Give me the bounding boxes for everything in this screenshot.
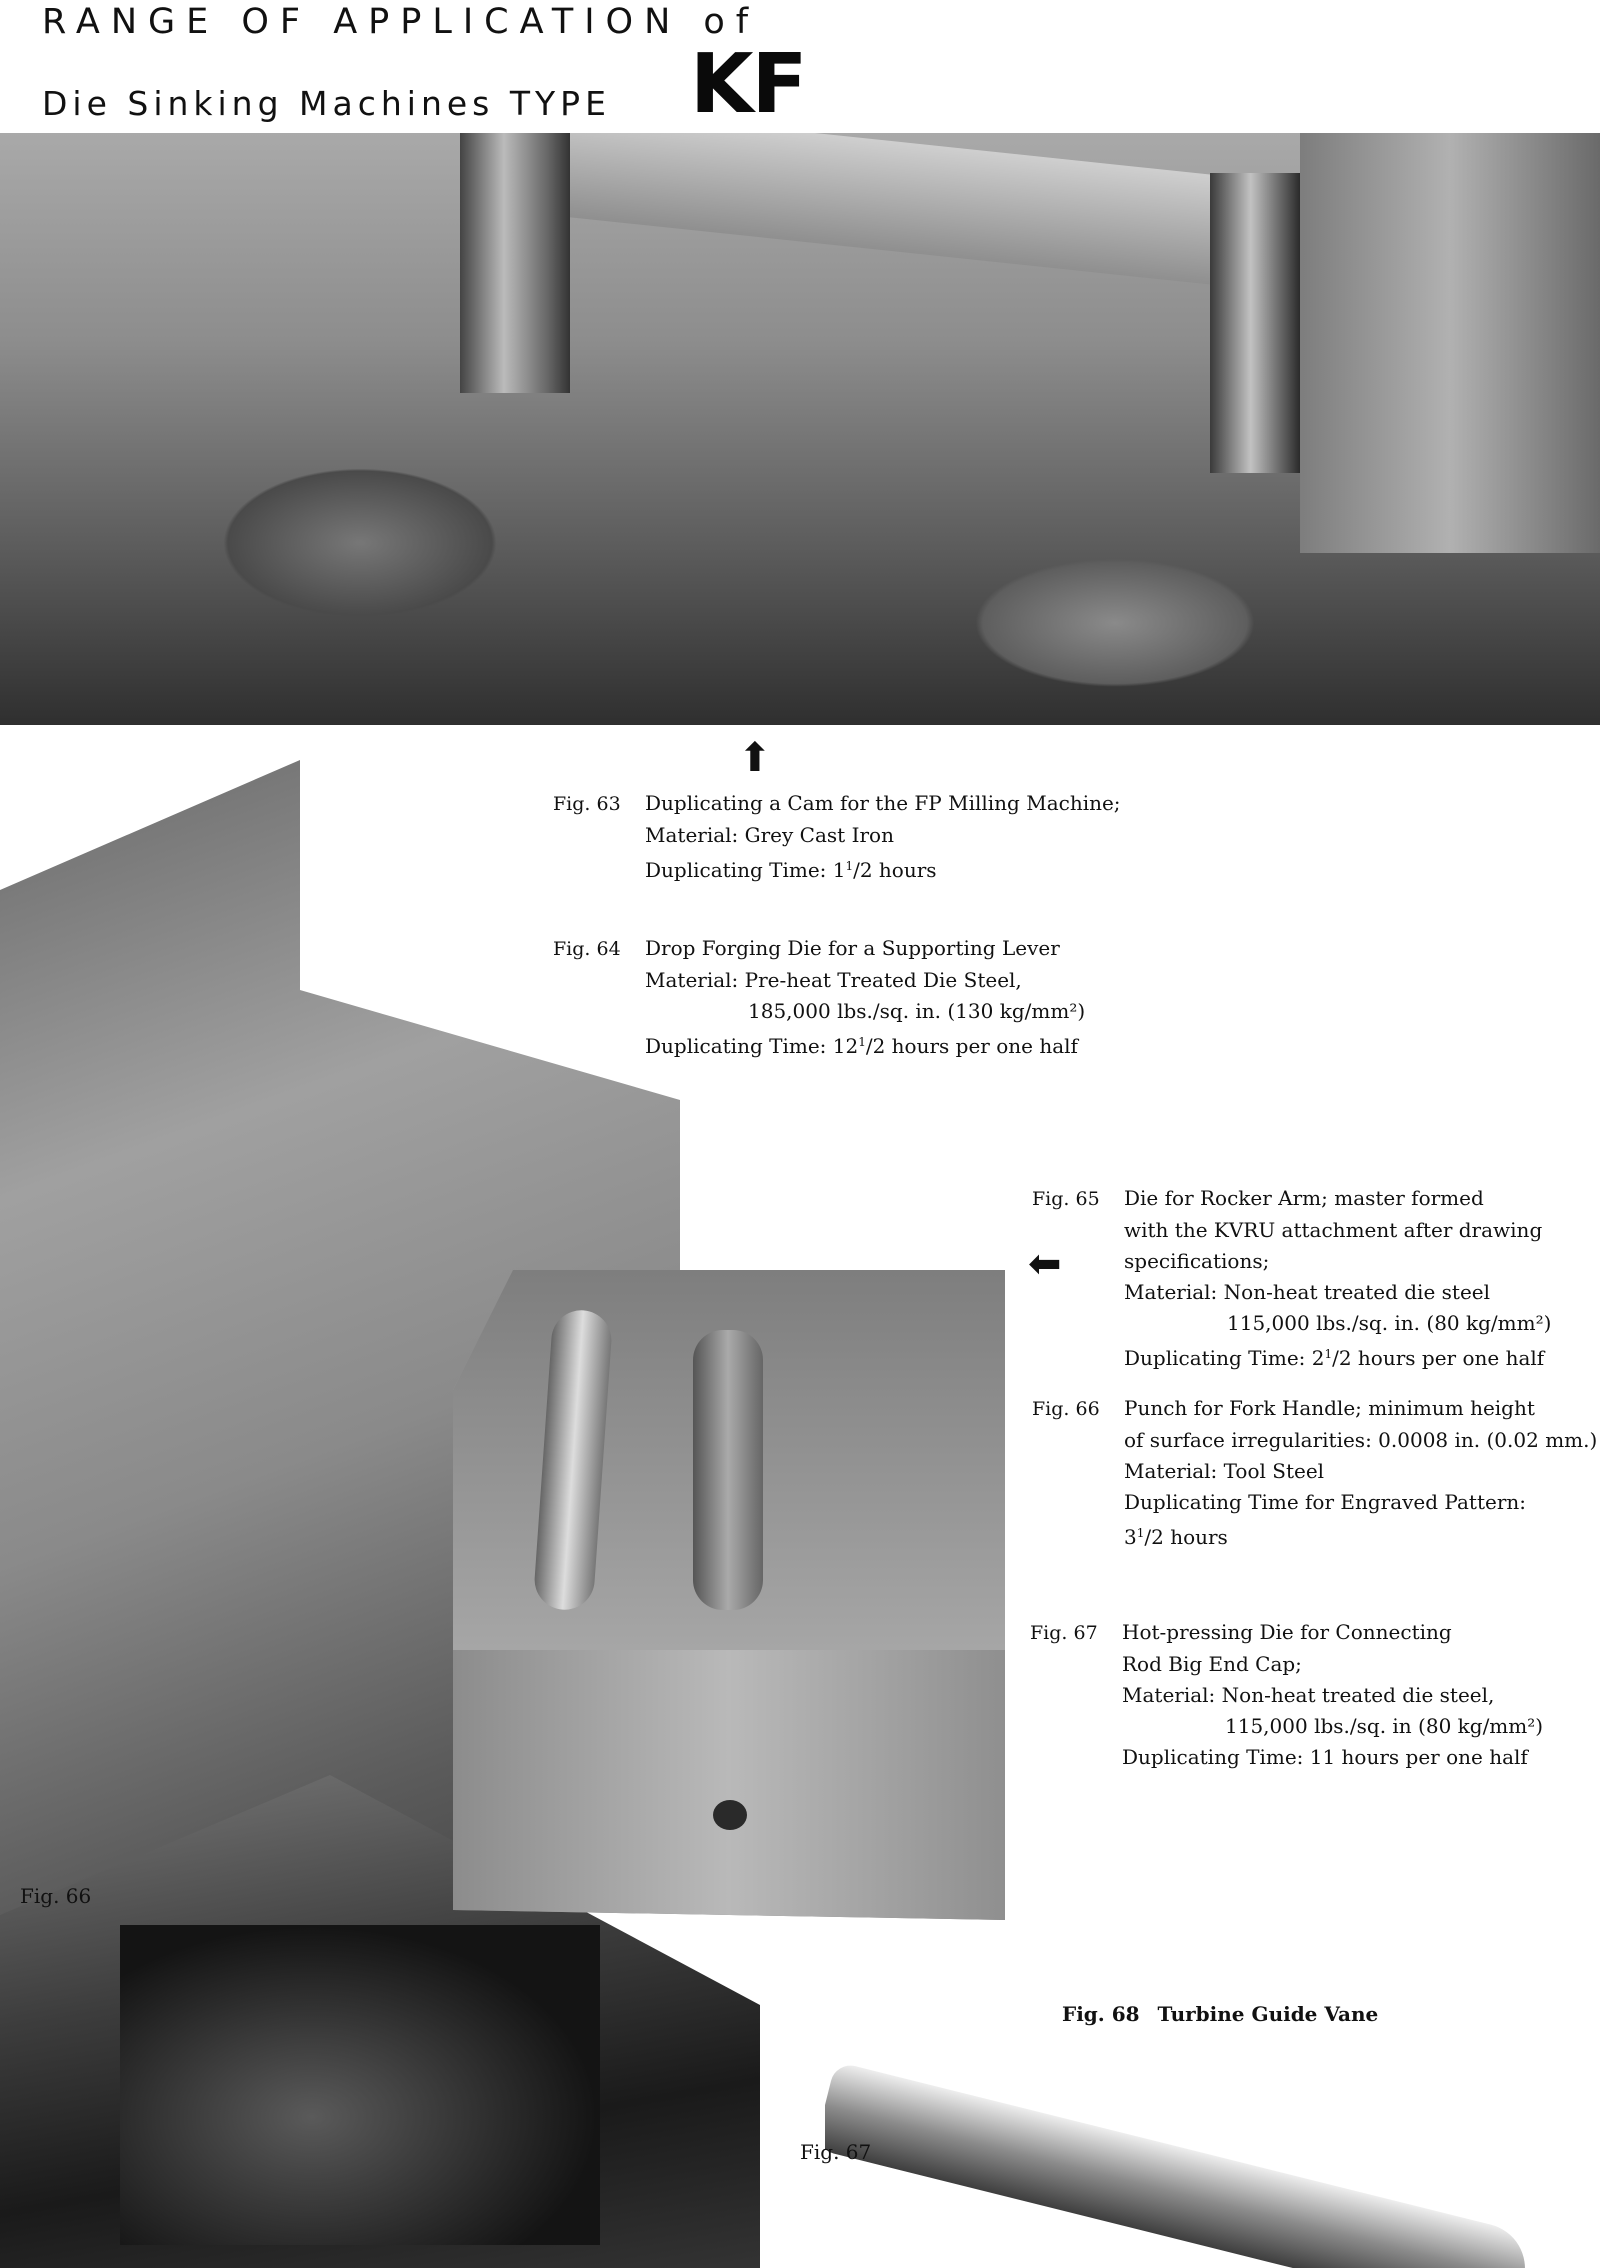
page-title-line2: Die Sinking Machines TYPE xyxy=(42,84,611,123)
figure-label: Fig. 65 xyxy=(1032,1188,1100,1210)
caption-line: specifications; xyxy=(1124,1249,1270,1273)
caption-line: Die for Rocker Arm; master formed xyxy=(1124,1186,1484,1210)
die-impression xyxy=(693,1330,763,1610)
caption-line: Material: Non-heat treated die steel xyxy=(1124,1280,1491,1304)
photo-label-fig67: Fig. 67 xyxy=(800,2140,872,2164)
caption-line: 185,000 lbs./sq. in. (130 kg/mm²) xyxy=(748,999,1086,1023)
caption-line: Duplicating Time: 11 hours per one half xyxy=(1122,1745,1528,1769)
die-hole xyxy=(713,1800,747,1830)
machine-arm xyxy=(560,133,1260,290)
photo-fig63-cam-duplicating xyxy=(0,133,1600,725)
caption-line: $3^1/2$ hours xyxy=(1124,1525,1228,1549)
caption-line: Duplicating Time: $12^1/2$ hours per one half xyxy=(645,1034,1078,1058)
photo-label-fig66: Fig. 66 xyxy=(20,1884,92,1908)
caption-line: Material: Non-heat treated die steel, xyxy=(1122,1683,1495,1707)
machine-column xyxy=(1300,133,1600,553)
caption-fig65 xyxy=(1032,1183,1551,1374)
caption-line: Punch for Fork Handle; minimum height xyxy=(1124,1396,1535,1420)
guide-vane-blade xyxy=(825,2061,1534,2268)
caption-fig67 xyxy=(1030,1617,1543,1773)
caption-line: 115,000 lbs./sq. in (80 kg/mm²) xyxy=(1225,1714,1544,1738)
caption-fig68 xyxy=(1062,1999,1378,2030)
caption-fig64 xyxy=(553,933,1085,1062)
caption-line: Turbine Guide Vane xyxy=(1157,2002,1379,2026)
caption-line: Rod Big End Cap; xyxy=(1122,1652,1302,1676)
up-arrow-icon: ⬆ xyxy=(738,735,772,781)
caption-line: Drop Forging Die for a Supporting Lever xyxy=(645,936,1060,960)
left-arrow-icon: ⬅ xyxy=(1028,1241,1062,1287)
caption-fig66 xyxy=(1032,1393,1597,1553)
photo-fig68-turbine-guide-vane xyxy=(825,2000,1545,2268)
type-code: KF xyxy=(690,37,806,132)
caption-line: Duplicating Time: $2^1/2$ hours per one half xyxy=(1124,1346,1545,1370)
caption-line: Duplicating Time: $1^1/2$ hours xyxy=(645,858,937,882)
caption-line: Material: Pre-heat Treated Die Steel, xyxy=(645,968,1022,992)
milling-spindle xyxy=(460,133,570,393)
figure-label: Fig. 66 xyxy=(1032,1398,1100,1420)
caption-line: Duplicating a Cam for the FP Milling Machine; xyxy=(645,791,1121,815)
tracer-spindle xyxy=(1210,173,1300,473)
photo-fig65-rocker-arm-die xyxy=(453,1270,1005,1950)
caption-line: with the KVRU attachment after drawing xyxy=(1124,1218,1543,1242)
caption-line: Duplicating Time for Engraved Pattern: xyxy=(1124,1490,1527,1514)
figure-label: Fig. 63 xyxy=(553,793,621,815)
figure-label: Fig. 68 xyxy=(1062,2002,1140,2026)
page-title-line1: RANGE OF APPLICATION of xyxy=(42,2,760,42)
caption-line: 115,000 lbs./sq. in. (80 kg/mm²) xyxy=(1227,1311,1552,1335)
die-cavity xyxy=(120,1925,600,2245)
caption-line: Hot-pressing Die for Connecting xyxy=(1122,1620,1452,1644)
caption-line: Material: Tool Steel xyxy=(1124,1459,1325,1483)
caption-line: Material: Grey Cast Iron xyxy=(645,823,894,847)
caption-fig63 xyxy=(553,788,1121,886)
caption-line: of surface irregularities: 0.0008 in. (0.02 mm.) xyxy=(1124,1428,1598,1452)
figure-label: Fig. 67 xyxy=(1030,1622,1098,1644)
figure-label: Fig. 64 xyxy=(553,938,621,960)
